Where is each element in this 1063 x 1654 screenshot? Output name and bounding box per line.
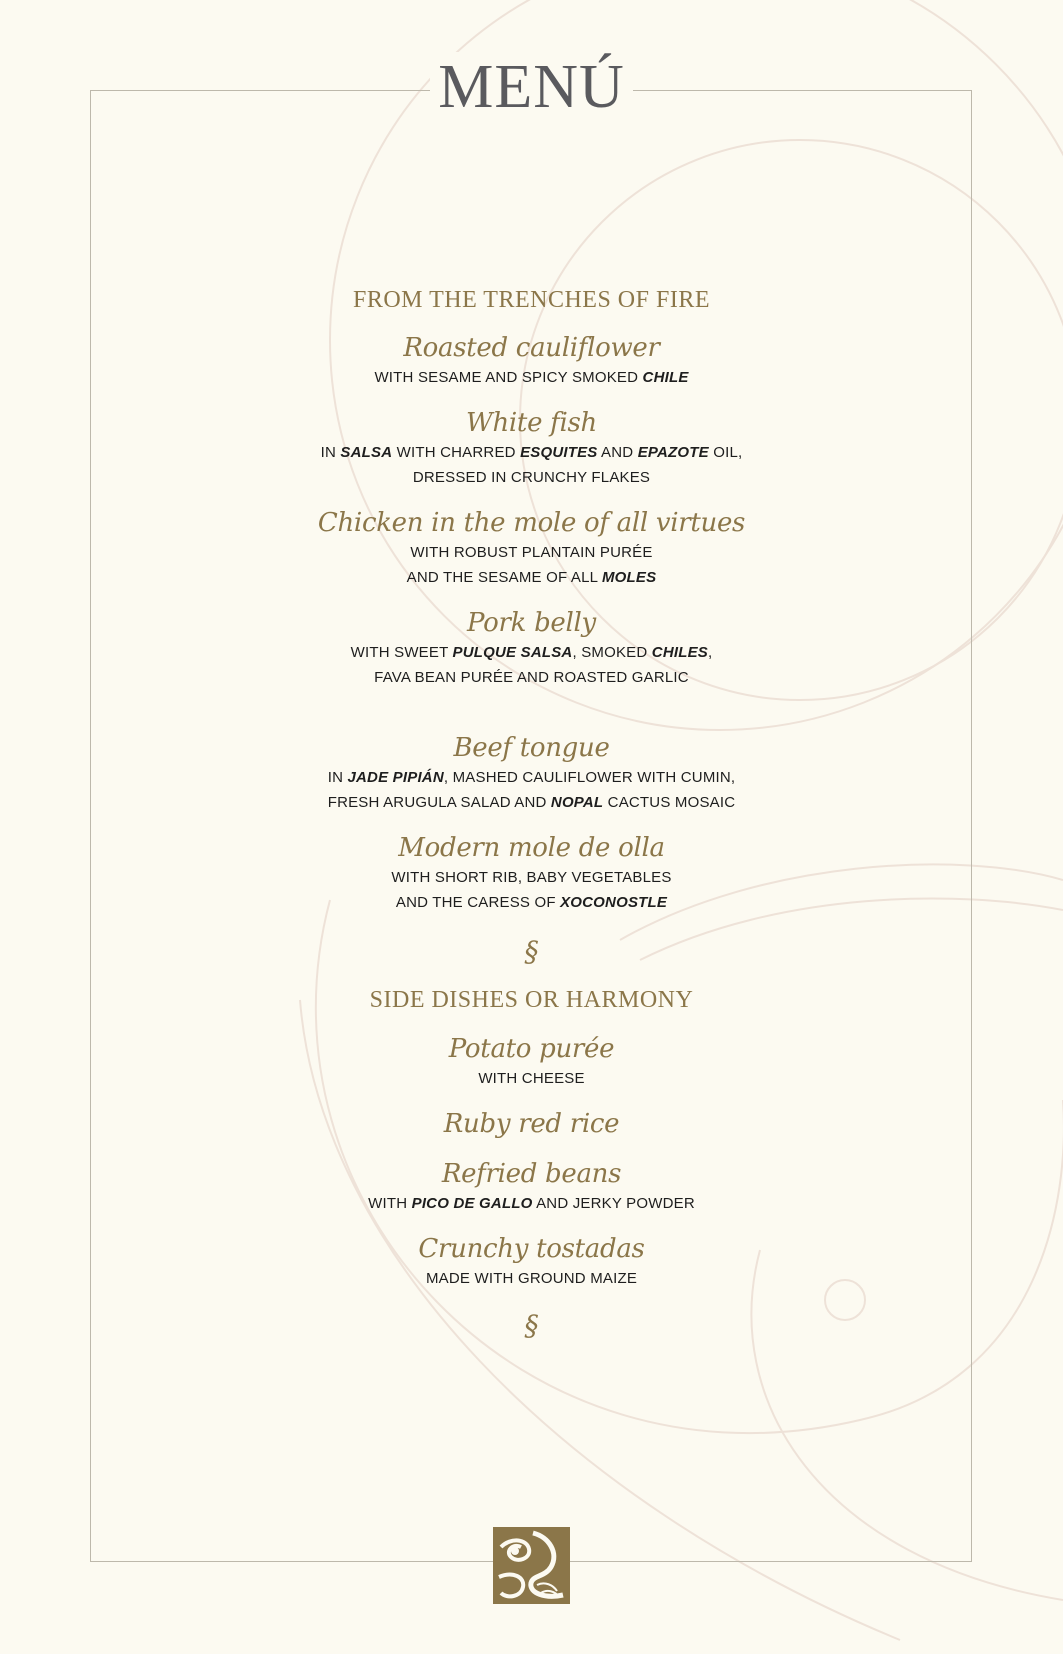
dish-description <box>0 865 1063 915</box>
dish-name: White fish <box>466 408 597 438</box>
section-heading-trenches-of-fire: FROM THE TRENCHES OF FIRE <box>352 287 710 313</box>
dish-description <box>0 440 1063 490</box>
menu-title <box>0 52 1063 122</box>
dish-name: Ruby red rice <box>443 1109 620 1139</box>
dish-roasted-cauliflower <box>0 331 1063 390</box>
dish-description-line: WITH PICO DE GALLO AND JERKY POWDER <box>368 1195 695 1212</box>
dish-description-line: WITH ROBUST PLANTAIN PURÉE <box>410 544 653 561</box>
dish-description-line: WITH SHORT RIB, BABY VEGETABLES <box>391 869 672 886</box>
dish-name: Potato purée <box>448 1034 615 1064</box>
dish-description-line: FAVA BEAN PURÉE AND ROASTED GARLIC <box>374 669 689 686</box>
dish-description <box>0 1191 1063 1216</box>
dish-description <box>0 640 1063 690</box>
section-heading-side-dishes: SIDE DISHES OR HARMONY <box>369 987 694 1013</box>
dish-description-line: WITH SWEET PULQUE SALSA, SMOKED CHILES, <box>350 644 713 661</box>
dish-description <box>0 1066 1063 1091</box>
dish-modern-mole-de-olla <box>0 831 1063 915</box>
dish-crunchy-tostadas <box>0 1232 1063 1291</box>
dish-name: Pork belly <box>467 608 596 638</box>
dish-refried-beans <box>0 1157 1063 1216</box>
dish-name: Roasted cauliflower <box>403 333 660 363</box>
dish-name: Refried beans <box>441 1159 622 1189</box>
dish-description-line: FRESH ARUGULA SALAD AND NOPAL CACTUS MOSAIC <box>327 794 736 811</box>
dish-name: Modern mole de olla <box>398 833 665 863</box>
dish-description <box>0 765 1063 815</box>
dish-description <box>0 1266 1063 1291</box>
ornamental-monogram-logo-icon <box>493 1527 570 1604</box>
dish-description-line: WITH CHEESE <box>478 1070 585 1087</box>
dish-description <box>0 540 1063 590</box>
dish-description-line: WITH SESAME AND SPICY SMOKED CHILE <box>374 369 689 386</box>
dish-name: Chicken in the mole of all virtues <box>317 508 746 538</box>
dish-name: Beef tongue <box>453 733 610 763</box>
dish-description-line: IN SALSA WITH CHARRED ESQUITES AND EPAZOTE OIL, <box>320 444 743 461</box>
dish-description <box>0 365 1063 390</box>
dish-potato-puree <box>0 1032 1063 1091</box>
menu-title-text: MENÚ <box>430 52 633 122</box>
section-divider-mark: § <box>524 1309 539 1342</box>
dish-chicken-mole <box>0 506 1063 590</box>
dish-beef-tongue <box>0 731 1063 815</box>
dish-pork-belly <box>0 606 1063 690</box>
dish-description-line: MADE WITH GROUND MAIZE <box>425 1270 638 1287</box>
section-divider-mark: § <box>524 935 539 968</box>
dish-description-line: IN JADE PIPIÁN, MASHED CAULIFLOWER WITH CUMIN, <box>327 769 736 786</box>
dish-description-line: AND THE SESAME OF ALL MOLES <box>406 569 657 586</box>
dish-name: Crunchy tostadas <box>418 1234 645 1264</box>
dish-ruby-red-rice <box>0 1107 1063 1141</box>
dish-white-fish <box>0 406 1063 490</box>
dish-description-line: AND THE CARESS OF XOCONOSTLE <box>395 894 668 911</box>
dish-description-line: DRESSED IN CRUNCHY FLAKES <box>412 469 651 486</box>
